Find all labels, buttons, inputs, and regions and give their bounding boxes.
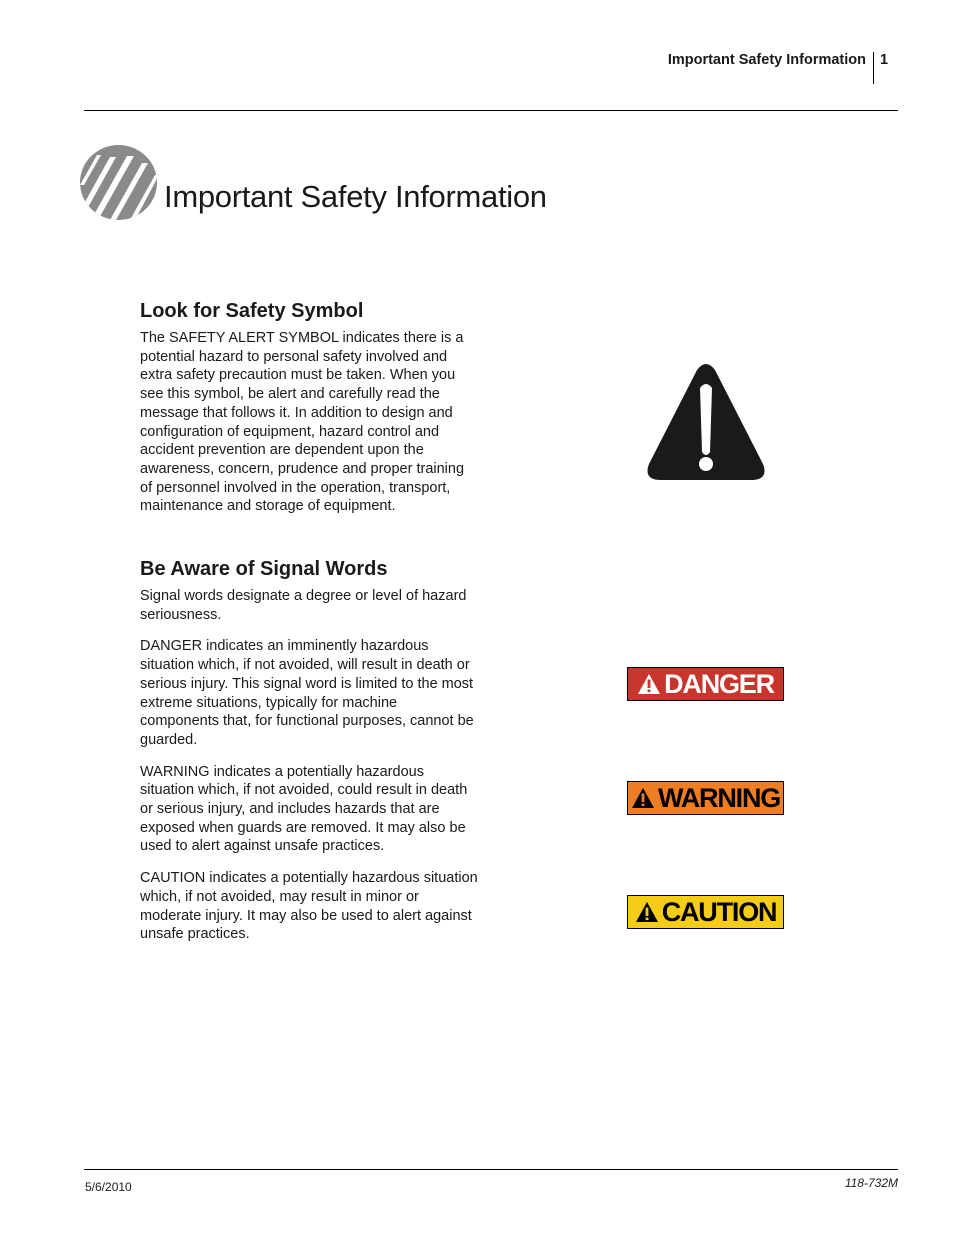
safety-alert-triangle-icon xyxy=(631,787,655,809)
caution-signal-word: CAUTION xyxy=(661,896,777,927)
danger-signal-word: DANGER xyxy=(664,668,774,699)
body-paragraph: The SAFETY ALERT SYMBOL indicates there is a potential hazard to personal safety involved and extra safety precaution must be taken. When you see this symbol, be alert and carefully read the message that follows it. In addition to design and configuration of equipment, hazard control and accident prevention are dependent upon the awareness, concern, prudence and proper training of personnel involved in the operation, transport, maintenance and storage of equipment. xyxy=(140,330,465,515)
section-heading: Look for Safety Symbol xyxy=(140,300,364,322)
danger-signal-label xyxy=(627,667,784,701)
footer-date: 5/6/2010 xyxy=(85,1180,132,1194)
section-signal-words xyxy=(140,558,480,944)
page-title: Important Safety Information xyxy=(164,178,547,214)
body-paragraph-caution: CAUTION indicates a potentially hazardous situation which, if not avoided, may result in minor or moderate injury. It may also be used to alert against unsafe practices. xyxy=(140,870,478,943)
brand-logo-icon xyxy=(80,145,157,220)
header-divider xyxy=(873,52,874,84)
body-paragraph: Signal words designate a degree or level of hazard seriousness. xyxy=(140,588,467,623)
caution-signal-label xyxy=(627,895,784,929)
body-paragraph-danger: DANGER indicates an imminently hazardous situation which, if not avoided, will result in death or serious injury. This signal word is limited to the most extreme situations, typically for machine components that, for functional purposes, cannot be guarded. xyxy=(140,638,474,748)
footer-document-number: 118-732M xyxy=(844,1176,898,1190)
section-safety-symbol xyxy=(140,300,480,516)
body-paragraph-warning: WARNING indicates a potentially hazardous situation which, if not avoided, could result in death or serious injury, and includes hazards that are exposed when guards are removed. It may also be used to alert against unsafe practices. xyxy=(140,763,468,855)
page-number: 1 xyxy=(880,52,889,68)
running-header-title: Important Safety Information xyxy=(667,52,866,68)
header-rule xyxy=(84,110,898,111)
exclamation-triangle-icon xyxy=(645,360,767,488)
safety-alert-triangle-icon xyxy=(635,901,659,923)
warning-signal-word: WARNING xyxy=(657,782,781,813)
safety-alert-triangle-icon xyxy=(637,673,661,695)
footer-rule xyxy=(84,1169,898,1170)
section-heading: Be Aware of Signal Words xyxy=(140,558,388,580)
warning-signal-label xyxy=(627,781,784,815)
